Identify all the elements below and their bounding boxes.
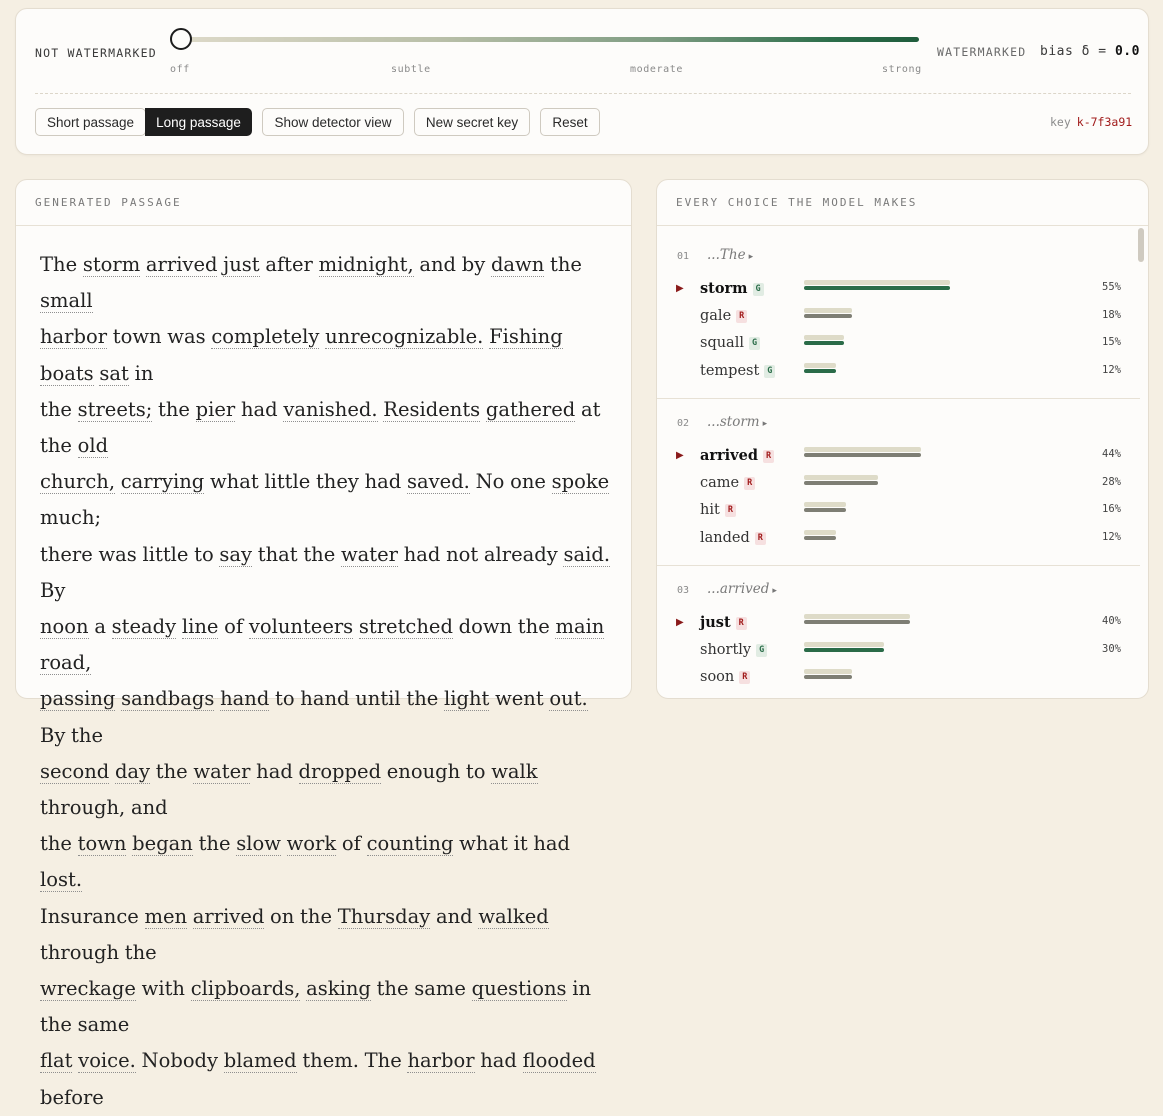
scored-token[interactable]: water	[340, 542, 398, 566]
secret-key-display	[1050, 115, 1132, 129]
passage-line	[40, 537, 611, 609]
red-list-badge: R	[763, 450, 774, 463]
choice-index: 01	[677, 251, 690, 262]
scored-token[interactable]: Thursday	[337, 904, 431, 928]
selected-marker-icon: ▶	[676, 283, 684, 294]
choices-heading: EVERY CHOICE THE MODEL MAKES	[657, 180, 1148, 226]
scored-token[interactable]: steady	[111, 615, 177, 639]
scored-token[interactable]: sandbags	[121, 687, 215, 711]
selected-marker-icon: ▶	[676, 617, 684, 628]
scored-token[interactable]: voice.	[78, 1049, 136, 1073]
option-word-text: tempest	[700, 362, 760, 379]
scored-token[interactable]: noon	[40, 615, 89, 639]
scored-token[interactable]: men	[144, 904, 188, 928]
scored-token[interactable]: line	[181, 615, 219, 639]
passage-text-run: By	[40, 578, 66, 602]
base-probability-bar	[804, 669, 852, 674]
passage-text-run: after	[265, 253, 313, 276]
watermarked-label: WATERMARKED	[937, 45, 1027, 59]
scored-token[interactable]: pier	[195, 397, 236, 421]
scored-token[interactable]: spoke	[551, 470, 610, 494]
option-percentage: 12%	[1102, 530, 1121, 543]
passage-text-run: to hand until the	[275, 687, 439, 711]
scored-token[interactable]: old	[77, 434, 109, 458]
probability-bar	[804, 675, 852, 679]
passage-text-run: had	[480, 1049, 517, 1073]
option-word	[700, 475, 755, 491]
passage-text-run: the	[158, 397, 190, 421]
passage-text-run: them. The	[302, 1049, 402, 1073]
base-probability-bar	[804, 447, 921, 452]
scored-token[interactable]: walked	[478, 904, 549, 928]
option-word-text: landed	[700, 529, 750, 546]
passage-text	[16, 226, 631, 1116]
reset-button[interactable]: Reset	[540, 108, 600, 136]
option-word	[700, 280, 764, 297]
bias-readout	[1040, 44, 1140, 59]
probability-bar	[804, 453, 921, 457]
passage-text-run: and by	[419, 253, 486, 276]
choice-option-row	[657, 279, 1140, 301]
choice-context-text: ...The	[707, 247, 746, 263]
green-list-badge: G	[756, 644, 767, 657]
option-percentage: 15%	[1102, 336, 1121, 348]
tick-off: off	[170, 64, 190, 75]
option-word-text: soon	[700, 669, 735, 685]
passage-heading: GENERATED PASSAGE	[16, 180, 631, 226]
option-word	[700, 308, 747, 324]
scored-token[interactable]: arrived	[145, 253, 218, 276]
choice-option-row	[657, 501, 1140, 523]
scored-token[interactable]: work	[286, 832, 337, 856]
scored-token[interactable]: streets;	[77, 397, 153, 421]
scored-token[interactable]: Fishing	[489, 325, 563, 349]
scored-token[interactable]: Residents	[383, 397, 481, 421]
option-percentage: 44%	[1102, 448, 1121, 460]
option-word-text: hit	[700, 502, 720, 518]
probability-bar	[804, 508, 846, 512]
base-probability-bar	[804, 280, 950, 285]
option-word-text: squall	[700, 335, 744, 351]
passage-line	[40, 464, 611, 536]
green-list-badge: G	[749, 337, 760, 350]
passage-text-run: much;	[40, 506, 102, 530]
scored-token[interactable]: wreckage	[40, 977, 136, 1001]
base-probability-bar	[804, 335, 844, 340]
passage-line	[40, 754, 611, 826]
option-word-text: storm	[700, 280, 748, 297]
choice-option-row	[657, 474, 1140, 496]
red-list-badge: R	[736, 310, 747, 323]
key-label: key	[1050, 115, 1071, 129]
option-percentage: 28%	[1102, 475, 1121, 488]
scored-token[interactable]: second	[40, 759, 110, 783]
key-value: k-7f3a91	[1076, 115, 1133, 129]
option-percentage: 55%	[1102, 281, 1121, 293]
option-word-text: came	[700, 474, 740, 491]
passage-line	[40, 392, 611, 464]
probability-bar	[804, 648, 884, 652]
tick-subtle: subtle	[391, 64, 431, 75]
base-probability-bar	[804, 308, 852, 313]
scored-token[interactable]: vanished.	[283, 397, 378, 421]
passage-line	[40, 899, 611, 971]
probability-bar	[804, 481, 878, 485]
base-probability-bar	[804, 363, 836, 368]
option-word	[700, 335, 760, 351]
base-probability-bar	[804, 530, 836, 535]
option-percentage: 40%	[1102, 615, 1121, 627]
red-list-badge: R	[736, 617, 747, 630]
watermark-strength-slider[interactable]	[181, 37, 919, 42]
scored-token[interactable]: said.	[563, 542, 611, 566]
scored-token[interactable]: dropped	[298, 759, 382, 783]
option-percentage: 12%	[1102, 363, 1121, 376]
red-list-badge: R	[744, 477, 755, 490]
passage-text-run: had	[240, 397, 278, 421]
scored-token[interactable]: church,	[40, 470, 116, 494]
scored-token[interactable]: walk	[491, 759, 538, 783]
passage-line	[40, 681, 611, 753]
passage-text-run: the same	[376, 977, 466, 1001]
selected-marker-icon: ▶	[676, 450, 684, 461]
base-probability-bar	[804, 502, 846, 507]
scored-token[interactable]: asking	[306, 977, 371, 1001]
expand-caret-icon: ▸	[762, 419, 768, 429]
option-word	[700, 530, 766, 546]
green-list-badge: G	[764, 365, 775, 378]
passage-text-run: a	[94, 615, 106, 639]
scored-token[interactable]: say	[219, 542, 253, 566]
choice-context[interactable]	[707, 414, 767, 430]
choice-context[interactable]	[707, 247, 753, 263]
scored-token[interactable]: passing	[40, 687, 116, 711]
scored-token[interactable]: dawn	[490, 253, 545, 276]
passage-text-run: town was	[112, 325, 206, 349]
passage-text-run: on the	[270, 904, 332, 928]
scored-token[interactable]: hand	[220, 687, 270, 711]
passage-line	[40, 319, 611, 391]
passage-text-run: Insurance	[40, 904, 139, 928]
base-probability-bar	[804, 475, 878, 480]
passage-line	[40, 1043, 611, 1115]
probability-bar	[804, 314, 852, 318]
passage-text-run: there was little to	[40, 542, 214, 566]
scored-token[interactable]: midnight,	[318, 253, 414, 276]
probability-bar	[804, 620, 910, 624]
option-word-text: arrived	[700, 447, 758, 464]
red-list-badge: R	[725, 504, 736, 517]
tick-strong: strong	[882, 64, 922, 75]
generated-passage-panel	[15, 179, 632, 1109]
red-list-badge: R	[739, 671, 750, 684]
scored-token[interactable]: small	[40, 289, 93, 313]
scored-token[interactable]: volunteers	[248, 615, 354, 639]
option-word-text: just	[700, 614, 731, 631]
choice-index: 02	[677, 418, 690, 429]
passage-text-run: the	[40, 397, 72, 421]
passage-text-run: through, and	[40, 796, 168, 820]
passage-text-run: the	[198, 832, 231, 856]
scored-token[interactable]: main	[555, 615, 605, 639]
divider	[35, 93, 1131, 94]
passage-text-run: and	[435, 904, 473, 928]
choice-option-row	[657, 668, 1140, 690]
scored-token[interactable]: saved.	[407, 470, 470, 494]
passage-text-run: in	[134, 361, 154, 385]
choice-option-row	[657, 446, 1140, 468]
scored-token[interactable]: flooded	[522, 1049, 596, 1073]
scored-token[interactable]: harbor	[407, 1049, 475, 1073]
choice-option-row	[657, 529, 1140, 551]
scored-token[interactable]: boats	[40, 361, 94, 385]
passage-text-run: down the	[458, 615, 550, 639]
passage-text-run: The	[40, 253, 78, 276]
scrollbar[interactable]	[1138, 228, 1144, 262]
option-word	[700, 502, 736, 518]
passage-text-run: what it had	[459, 832, 571, 856]
option-word	[700, 642, 767, 658]
passage-text-run: the	[40, 832, 72, 856]
passage-text-run: of	[341, 832, 361, 856]
scored-token[interactable]: light	[444, 687, 490, 711]
option-percentage: 18%	[1102, 308, 1121, 321]
option-word	[700, 447, 774, 464]
probability-bar	[804, 286, 950, 290]
option-word	[700, 363, 775, 379]
passage-text-run: that the	[257, 542, 336, 566]
scored-token[interactable]: questions	[471, 977, 567, 1001]
passage-text-run: before	[40, 1085, 104, 1109]
red-list-badge: R	[755, 532, 766, 545]
choice-context-text: ...arrived	[707, 581, 770, 597]
bias-value: 0.0	[1114, 44, 1140, 59]
scored-token[interactable]: town	[77, 832, 127, 856]
scored-token[interactable]: out.	[549, 687, 588, 711]
passage-text-run: the	[155, 759, 188, 783]
passage-line	[40, 971, 611, 1043]
passage-text-run: No one	[475, 470, 546, 494]
bias-label: bias δ =	[1040, 44, 1107, 59]
scored-token[interactable]: unrecognizable.	[325, 325, 484, 349]
watermark-controls	[15, 8, 1149, 155]
scored-token[interactable]: gathered	[485, 397, 576, 421]
passage-text-run: what little they had	[209, 470, 402, 494]
new-secret-key-button[interactable]: New secret key	[414, 108, 530, 136]
scored-token[interactable]: just	[223, 253, 260, 276]
expand-caret-icon: ▸	[748, 252, 754, 262]
short-passage-button[interactable]: Short passage	[35, 108, 146, 136]
slider-handle[interactable]	[170, 28, 192, 50]
option-word	[700, 614, 747, 631]
choice-option-row	[657, 362, 1140, 384]
scored-token[interactable]: counting	[366, 832, 454, 856]
probability-bar	[804, 369, 836, 373]
choice-option-row	[657, 613, 1140, 635]
scored-token[interactable]: blamed	[223, 1049, 297, 1073]
model-choices-panel	[656, 179, 1149, 699]
scored-token[interactable]: began	[132, 832, 193, 856]
passage-text-run: with	[141, 977, 185, 1001]
scored-token[interactable]: arrived	[192, 904, 265, 928]
scored-token[interactable]: road,	[40, 651, 92, 675]
choice-option-row	[657, 334, 1140, 356]
group-separator	[657, 398, 1140, 399]
base-probability-bar	[804, 642, 884, 647]
probability-bar	[804, 341, 844, 345]
group-separator	[657, 565, 1140, 566]
scored-token[interactable]: stretched	[358, 615, 453, 639]
passage-line	[40, 609, 611, 681]
passage-text-run: the	[550, 253, 582, 276]
passage-text-run: at the	[40, 397, 601, 458]
passage-text-run: went	[495, 687, 544, 711]
passage-line	[40, 826, 611, 898]
tick-moderate: moderate	[630, 64, 683, 75]
not-watermarked-label: NOT WATERMARKED	[35, 46, 157, 60]
choice-context-text: ...storm	[707, 414, 760, 430]
passage-text-run: had	[256, 759, 293, 783]
passage-text-run: Nobody	[141, 1049, 219, 1073]
base-probability-bar	[804, 614, 910, 619]
show-detector-view-button[interactable]: Show detector view	[262, 108, 404, 136]
long-passage-button[interactable]: Long passage	[145, 108, 252, 136]
option-word-text: gale	[700, 307, 732, 324]
passage-text-run: of	[224, 615, 244, 639]
choice-option-row	[657, 641, 1140, 663]
scored-token[interactable]: sat	[99, 361, 129, 385]
passage-text-run: had not already	[403, 542, 558, 566]
scored-token[interactable]: harbor	[40, 325, 108, 349]
scored-token[interactable]: slow	[236, 832, 281, 856]
passage-text-run: in the same	[40, 977, 592, 1037]
probability-bar	[804, 536, 836, 540]
scored-token[interactable]: carrying	[120, 470, 205, 494]
passage-text-run: enough to	[386, 759, 486, 783]
scored-token[interactable]: clipboards,	[190, 977, 301, 1001]
option-word-text: shortly	[700, 641, 752, 658]
scored-token[interactable]: flat	[40, 1049, 73, 1073]
choice-option-row	[657, 307, 1140, 329]
scored-token[interactable]: water	[193, 759, 251, 783]
choice-index: 03	[677, 585, 690, 596]
scored-token[interactable]: lost.	[40, 868, 83, 892]
passage-text-run: By the	[40, 723, 103, 747]
green-list-badge: G	[753, 283, 764, 296]
scored-token[interactable]: day	[114, 759, 151, 783]
choice-context[interactable]	[707, 581, 777, 597]
expand-caret-icon: ▸	[772, 586, 777, 596]
option-percentage: 30%	[1102, 642, 1121, 655]
passage-text-run: through the	[40, 940, 157, 964]
option-percentage: 16%	[1102, 503, 1121, 515]
passage-line	[40, 247, 611, 319]
scored-token[interactable]: completely	[211, 325, 320, 349]
scored-token[interactable]: storm	[82, 253, 141, 276]
option-word	[700, 669, 750, 685]
